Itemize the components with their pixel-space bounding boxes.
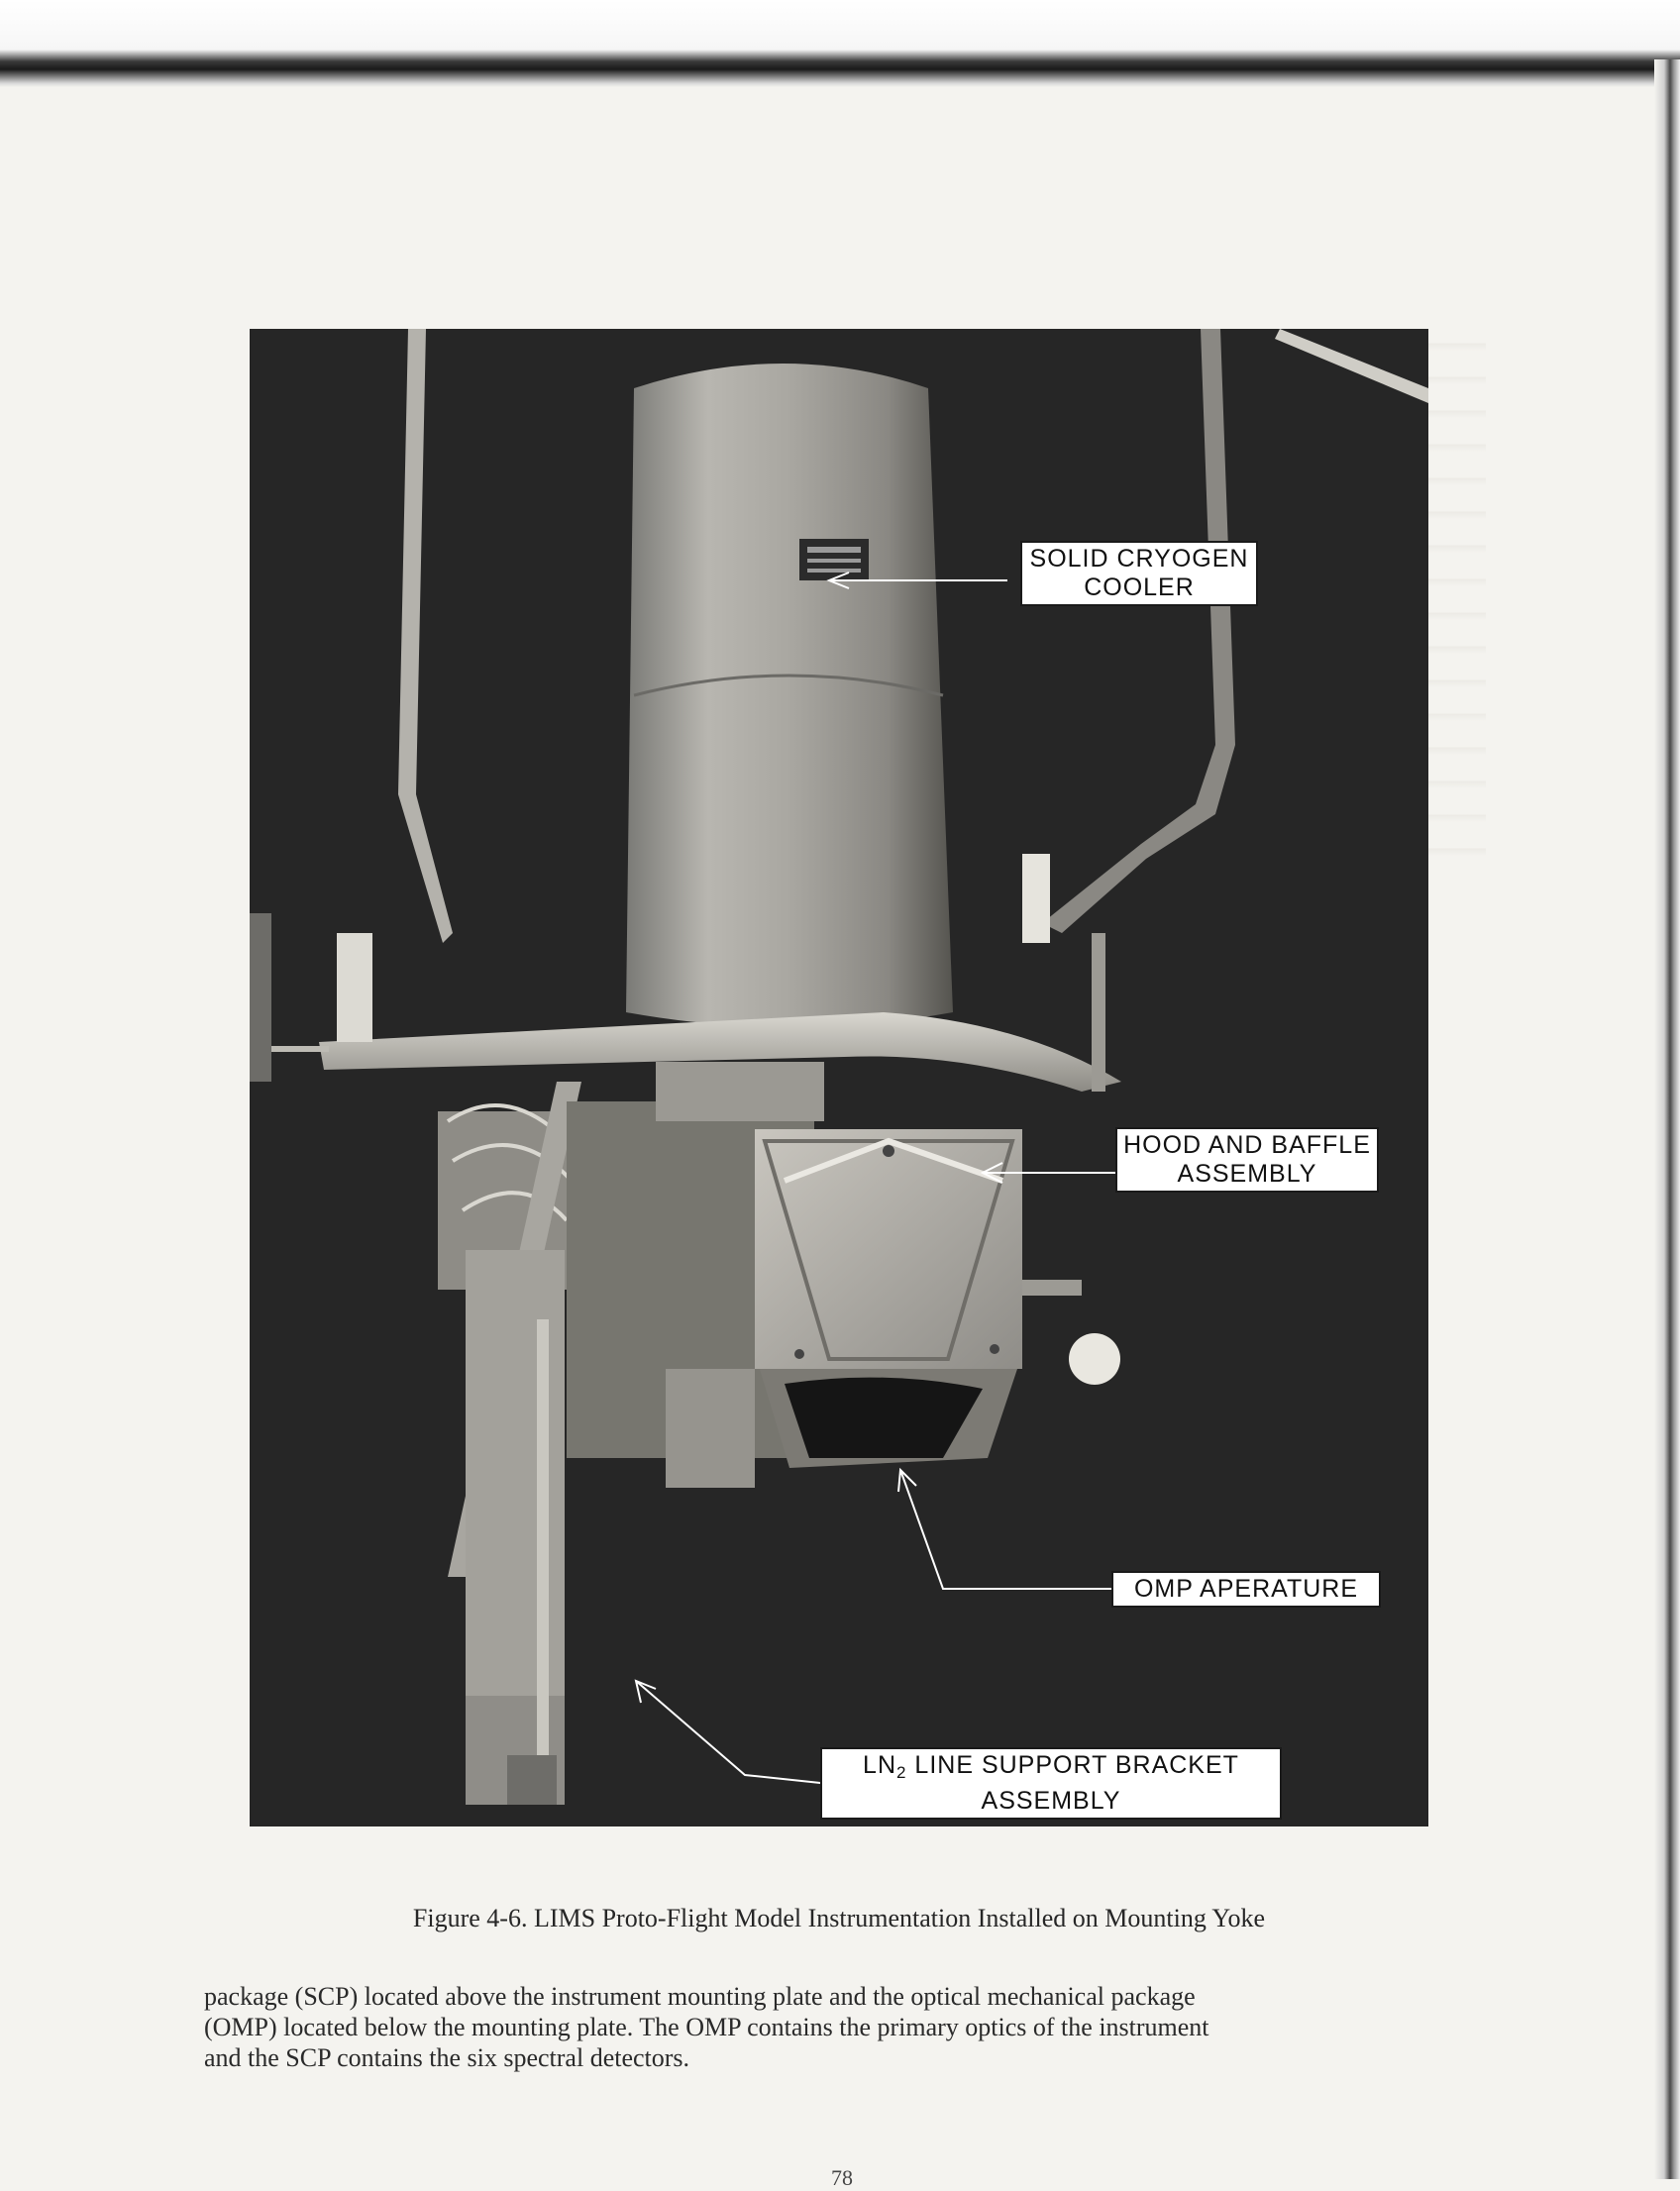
callout-bracket-line1 bbox=[828, 1751, 1274, 1787]
callout-hood-line2: ASSEMBLY bbox=[1177, 1160, 1317, 1188]
show-through-text bbox=[1426, 317, 1486, 872]
body-paragraph bbox=[204, 1981, 1464, 2073]
yoke-arm-right bbox=[1042, 329, 1235, 933]
body-line: package (SCP) located above the instrument mounting plate and the optical mechanical package bbox=[204, 1982, 1196, 2011]
callout-ln2-line-support-bracket bbox=[820, 1747, 1282, 1820]
page-number: 78 bbox=[831, 2165, 853, 2190]
callout-bracket-subscript: 2 bbox=[896, 1763, 907, 1782]
callout-cooler-line2: COOLER bbox=[1084, 574, 1195, 601]
knob bbox=[1069, 1333, 1120, 1385]
callout-solid-cryogen-cooler bbox=[1020, 541, 1258, 606]
solid-cryogen-cooler-cylinder bbox=[626, 364, 953, 1027]
callout-hood-line1: HOOD AND BAFFLE bbox=[1123, 1131, 1371, 1159]
callout-omp-aperature bbox=[1111, 1571, 1381, 1608]
instrument-photograph bbox=[250, 329, 1428, 1826]
callout-aperture-line1: OMP APERATURE bbox=[1133, 1575, 1358, 1603]
figure-caption: Figure 4-6. LIMS Proto-Flight Model Instrumentation Installed on Mounting Yoke bbox=[412, 1904, 1266, 1932]
body-line: (OMP) located below the mounting plate. The OMP contains the primary optics of the instrument bbox=[204, 2013, 1209, 2041]
scan-edge-right bbox=[1654, 59, 1680, 2179]
scan-edge-top bbox=[0, 0, 1680, 87]
body-line: and the SCP contains the six spectral detectors. bbox=[204, 2043, 690, 2072]
callout-cooler-line1: SOLID CRYOGEN bbox=[1029, 545, 1249, 573]
callout-bracket-rest: LINE SUPPORT BRACKET bbox=[906, 1751, 1239, 1779]
yoke-arm-left bbox=[398, 329, 453, 943]
callout-bracket-prefix: LN bbox=[863, 1751, 897, 1779]
callout-hood-and-baffle bbox=[1115, 1127, 1379, 1193]
callout-bracket-line2: ASSEMBLY bbox=[981, 1787, 1121, 1815]
